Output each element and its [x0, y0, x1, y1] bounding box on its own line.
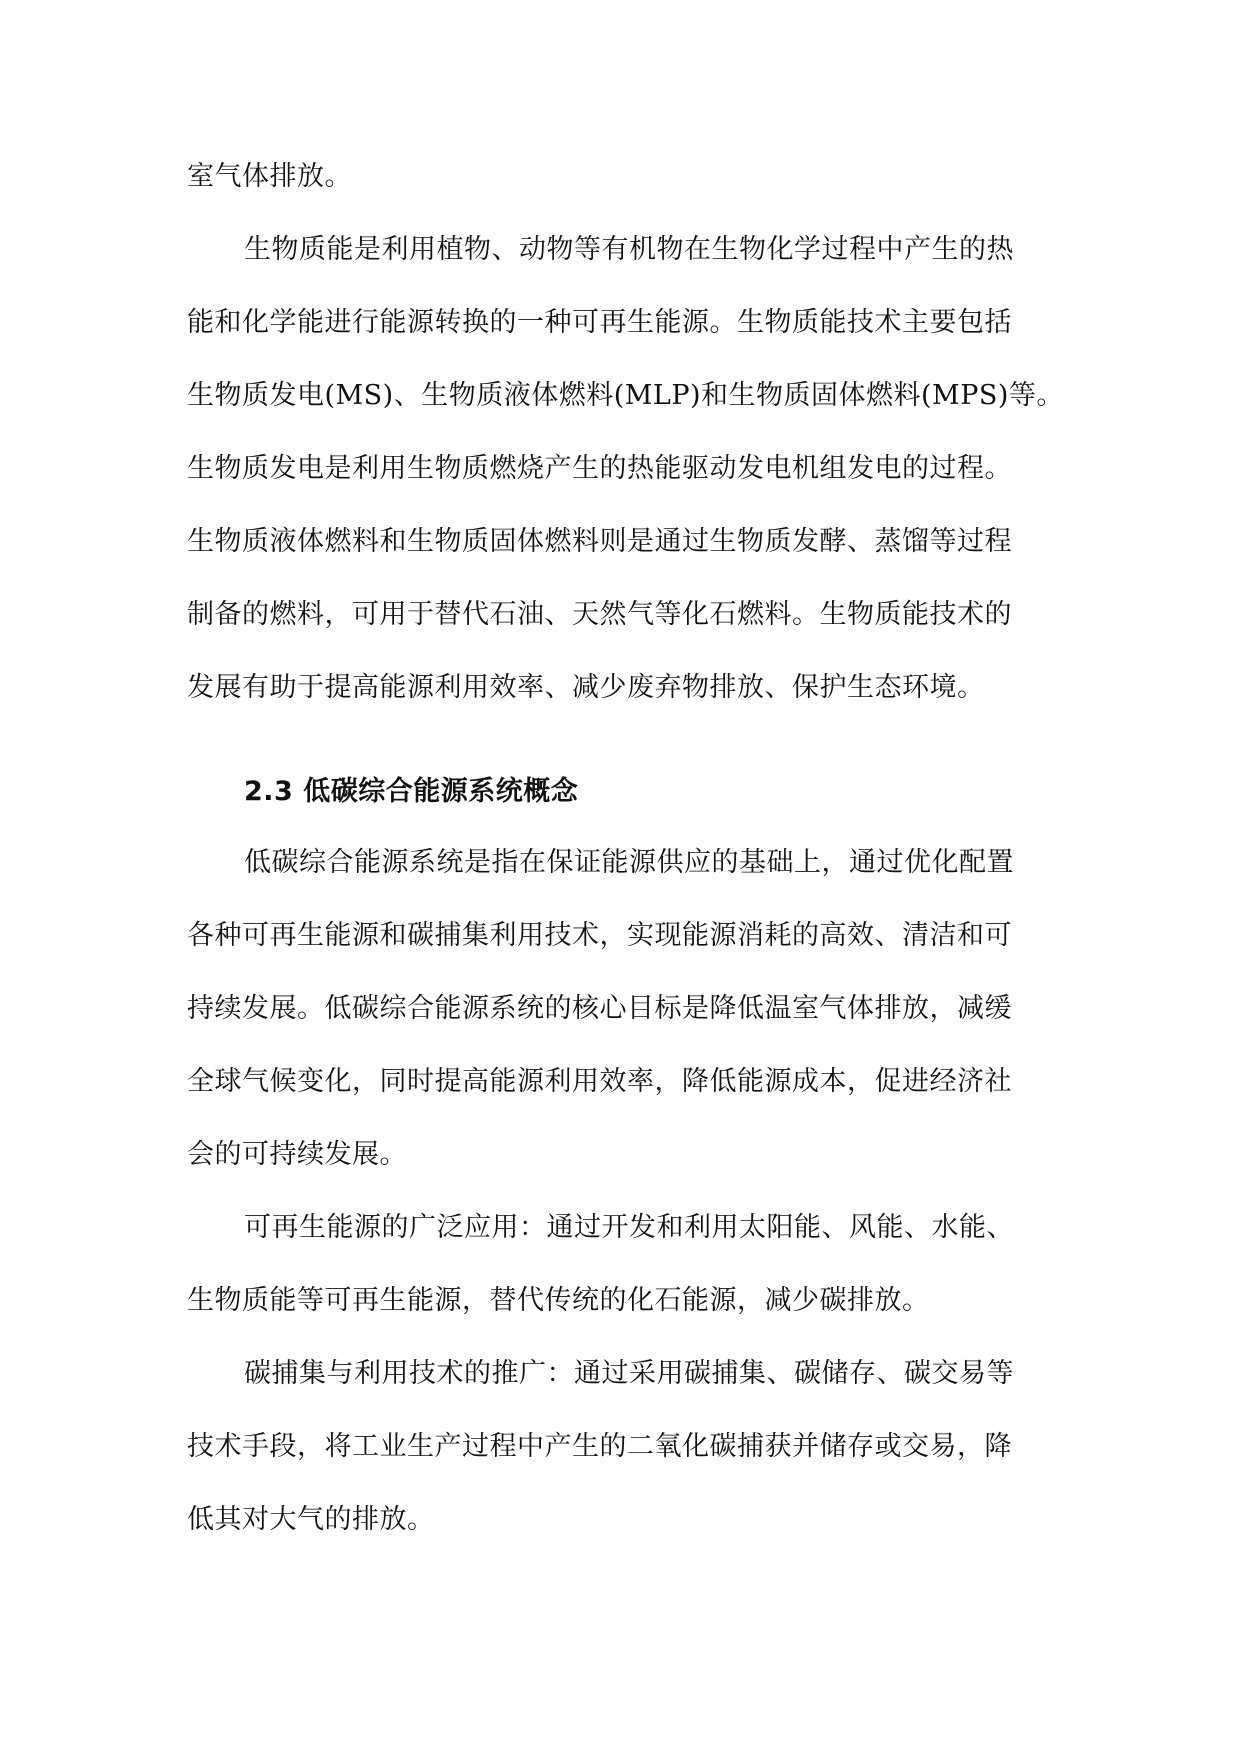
text-line: 低碳综合能源系统是指在保证能源供应的基础上，通过优化配置: [244, 847, 1014, 878]
text-line: 生物质发电(MS)、生物质液体燃料(MLP)和生物质固体燃料(MPS)等。: [187, 380, 1064, 411]
paragraph-low-carbon-system: [187, 826, 1057, 1191]
document-body: [187, 140, 1064, 1556]
text-line: 碳捕集与利用技术的推广：通过采用碳捕集、碳储存、碳交易等: [244, 1358, 1014, 1389]
paragraph-carbon-capture: [187, 1337, 1057, 1556]
text-line: 生物质能是利用植物、动物等有机物在生物化学过程中产生的热: [244, 234, 1014, 265]
text-line: 室气体排放。: [187, 161, 352, 192]
text-line: 会的可持续发展。: [187, 1139, 407, 1170]
paragraph-biomass-energy: [187, 213, 1064, 724]
text-line: 技术手段，将工业生产过程中产生的二氧化碳捕获并储存或交易，降: [187, 1431, 1012, 1462]
text-line: 全球气候变化，同时提高能源利用效率，降低能源成本，促进经济社: [187, 1066, 1012, 1097]
text-line: 发展有助于提高能源利用效率、减少废弃物排放、保护生态环境。: [187, 672, 985, 703]
text-line: 持续发展。低碳综合能源系统的核心目标是降低温室气体排放，减缓: [187, 993, 1012, 1024]
text-line: 可再生能源的广泛应用：通过开发和利用太阳能、风能、水能、: [244, 1212, 1014, 1243]
text-line: 生物质发电是利用生物质燃烧产生的热能驱动发电机组发电的过程。: [187, 453, 1012, 484]
text-line: 各种可再生能源和碳捕集利用技术，实现能源消耗的高效、清洁和可: [187, 920, 1012, 951]
text-line: 生物质能等可再生能源，替代传统的化石能源，减少碳排放。: [187, 1285, 930, 1316]
paragraph-renewable-application: [187, 1191, 1057, 1337]
paragraph-continuation: [187, 140, 1057, 213]
text-line: 能和化学能进行能源转换的一种可再生能源。生物质能技术主要包括: [187, 307, 1012, 338]
text-line: 低其对大气的排放。: [187, 1504, 435, 1535]
section-heading: 2.3 低碳综合能源系统概念: [244, 776, 579, 807]
text-line: 生物质液体燃料和生物质固体燃料则是通过生物质发酵、蒸馏等过程: [187, 526, 1012, 557]
text-line: 制备的燃料，可用于替代石油、天然气等化石燃料。生物质能技术的: [187, 599, 1012, 630]
